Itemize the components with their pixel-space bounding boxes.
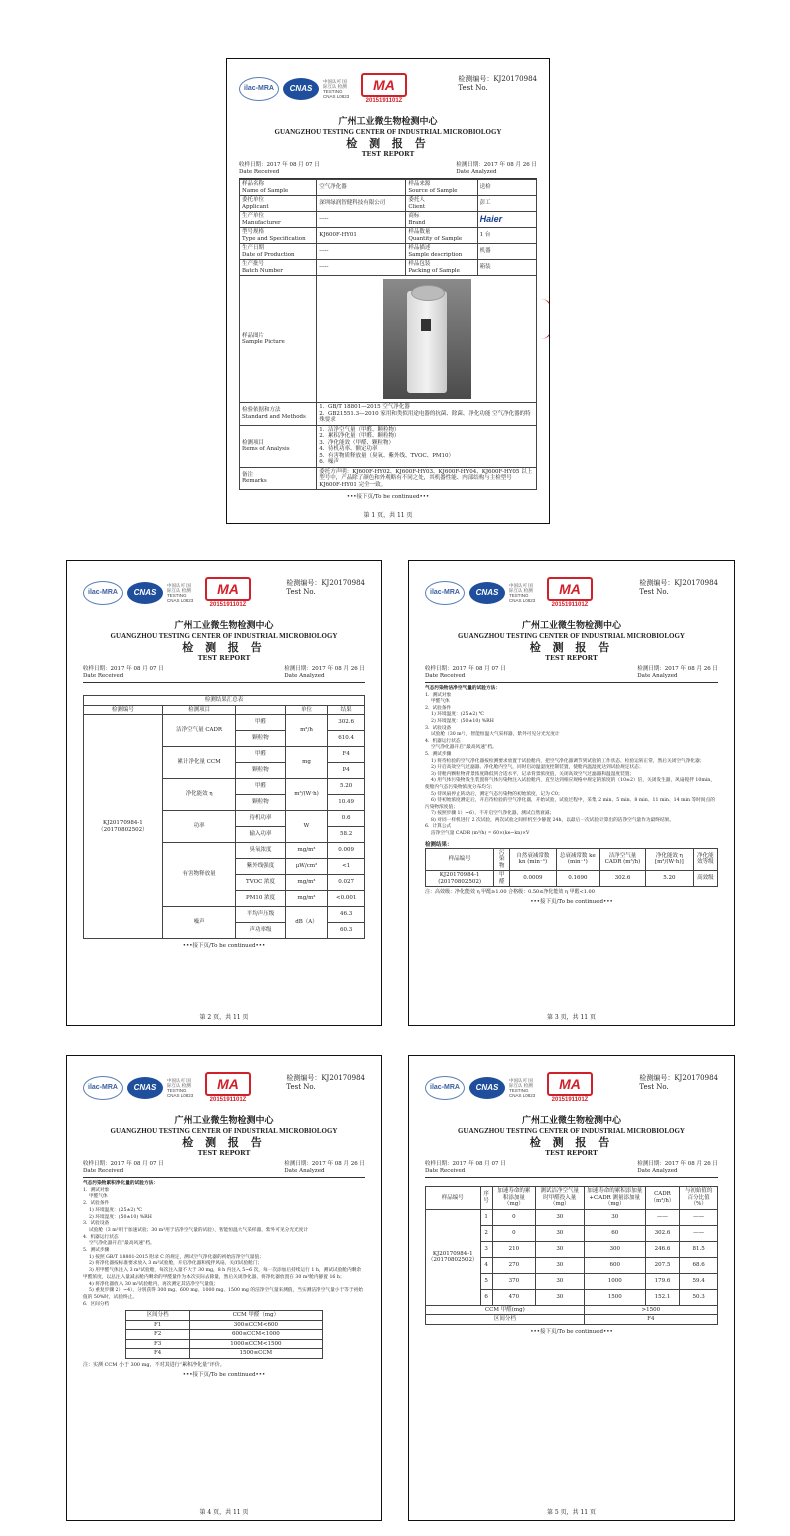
continued-note: •••接下页/To be continued••• (182, 943, 266, 949)
result-value: 0.6 (328, 811, 365, 827)
table-cell: 1500 (584, 1289, 645, 1305)
table-row (126, 1349, 322, 1359)
column-header: 加速寿命的累积添加量（mg） (492, 1187, 535, 1210)
column-header: 测试洁净空气量时甲醛投入量（mg） (535, 1187, 584, 1210)
report-title-en: TEST REPORT (361, 150, 415, 158)
report-title-en: TEST REPORT (197, 1149, 251, 1157)
ilac-logo: ilac-MRA (239, 77, 279, 101)
table-cell: 0 (492, 1225, 535, 1241)
field-label: 样品描述 Sample description (406, 244, 477, 260)
standard-methods: 1. GB/T 18801—2015 空气净化器 2. GB21551.3—2010 家用和类似用途电器的抗菌、除菌、净化功能 空气净化器的特殊要求 (317, 403, 537, 426)
column-header: 检测编号 (84, 705, 163, 715)
table-cell: 600≤CCM<1000 (190, 1330, 323, 1340)
ma-number: 2015191101Z (209, 1097, 247, 1103)
table-cell: 210 (492, 1241, 535, 1257)
sample-info-row (240, 244, 537, 260)
cnas-note: 中国认可 国际互认 检测 TESTING CNAS L0823 (167, 1077, 194, 1098)
center-title-en: GUANGZHOU TESTING CENTER OF INDUSTRIAL MICROBIOLOGY (274, 128, 502, 136)
column-header: 加速寿命的累积添加量+CADR 测量添加量（mg） (584, 1187, 645, 1210)
ilac-logo: ilac-MRA (83, 1076, 123, 1100)
sample-id-cell: KJ20170984-1 （20170802502） (426, 1209, 481, 1305)
center-title-en: GUANGZHOU TESTING CENTER OF INDUSTRIAL MICROBIOLOGY (110, 632, 338, 640)
result-value: 5.20 (328, 779, 365, 795)
report-title-en: TEST REPORT (197, 654, 251, 662)
report-dates: 收样日期：2017 年 08 月 07 日 Date Received 检测日期：2017 年 08 月 26 日 Date Analyzed (425, 1161, 718, 1178)
ma-logo: MA (547, 1072, 593, 1096)
cnas-note: 中国认可 国际互认 检测 TESTING CNAS L0823 (167, 582, 194, 603)
table-row (426, 871, 718, 887)
center-title-en: GUANGZHOU TESTING CENTER OF INDUSTRIAL MICROBIOLOGY (458, 1127, 685, 1135)
report-page-2 (66, 560, 382, 1026)
method-text: 气态污染物累积净化量的试验方法： 1. 测试对象 甲醛气体 2. 试验条件 1) 环境温度：(25±2) ℃ 2) 环境湿度：(50±10) %RH 3. 试验设备 试验舱（3 m³用于加速试验；30 m³用于洁净空气量的试验），智能恒温大气采样器，紫外可见分光光度计 4. 机器运行状态 空气净化器开启“最高风速”档。 5. 测试步骤 1) 按照 GB/T 18801-2015 附录 C 的规定，测试空气净化器的初始洁净空气量值； 2) 将净化器按标准要求放入 3 m³试验舱，开启净化器和搅拌风扇，关闭试验舱门； 3) 用甲醛气体注入 3 m³试验舱，每次注入量不大于 30 mg，8 h 内注入 5~6 次，每一次添加后持续运行 1 h，测试试验舱内剩余甲醛浓度，以总注入量减去舱内剩余的甲醛量作为本次实际去除量，然后关闭净化器，将净化器放置在 30 m³舱内静置 16 h； 4) 将净化器放入 30 m³试验舱内，再次测定其洁净空气量值； 5) 重复步骤 2）~4），分别获得 300 mg、600 mg、1000 mg、1500 mg 的洁净空气量来测值，当实测洁净空气量小于等于初始值的 50%时，试验终止。 6. 区间分档 (83, 1181, 363, 1307)
table-title: 检测结果汇总表 (84, 696, 365, 706)
report-page-1 (226, 58, 550, 524)
table-cell: 59.4 (680, 1273, 718, 1289)
result-value: F4 (328, 747, 365, 763)
sample-photo (383, 279, 471, 399)
report-page-5 (408, 1055, 735, 1521)
table-cell: —— (680, 1225, 718, 1241)
table-cell: 370 (492, 1273, 535, 1289)
grade-range-table (125, 1310, 322, 1359)
table-cell: 302.6 (600, 871, 646, 887)
center-title-cn: 广州工业微生物检测中心 (174, 621, 274, 631)
item-name: 颗粒物 (236, 763, 285, 779)
unit-cell: W (285, 811, 328, 843)
sample-info-row (240, 196, 537, 212)
grade-note: 注：高效级：净化能效 η 甲醛≥1.00 合格级：0.50≤净化能效 η 甲醛<1.00 (425, 889, 595, 896)
table-cell: F4 (126, 1349, 190, 1359)
column-header: 样品编号 (426, 1187, 481, 1210)
cnas-logo: CNAS (469, 1077, 505, 1099)
field-value: 空气净化器 (317, 180, 406, 196)
result-value: 46.3 (328, 907, 365, 923)
result-value: 60.3 (328, 923, 365, 939)
method-text: 气态污染物洁净空气量的试验方法： 1. 测试对象 甲醛气体 2. 试验条件 1) 环境温度：(25±2) ℃ 2) 环境湿度：(50±10) %RH 3. 试验设备 试验舱（30 m³），智能恒温大气采样器，紫外可见分光光度计 4. 机器运行状态 空气净化器开启“最高风速”档。 5. 测试步骤 1) 将待检验的空气净化器按检测要求放置于试验舱内，把空气净化器调节到试验的工作状态，检验运转正常，然后关闭空气净化器； 2) 开启高效空气过滤器、净化舱内空气，同时启动温湿度控制装置，使舱内温湿度达到试验规定状态； 3) 待舱内颗粒物背景浓度降低到合适水平，记录背景浓度值，关闭高效空气过滤器和温湿度装置； 4) 用气体污染物发生装置将气体污染物注入试验舱内，直至达到相应规格中规定的浓度的（10±2）倍，关闭发生器，风扇搅拌 10min，使舱内气态污染物浓度分布均匀； 5) 待风扇停止转动后，测定气态污染物的初始浓度，记为 C0； 6) 待初始浓度测定后，开启待检验的空气净化器，开始试验，试验过程中，采集 2 min、5 min、8 min、11 min、14 min 等时间点的污染物浓度值； 7) 按照步骤 1）~6），不开启空气净化器，测试自然衰减； 8) 对同一样机进行 2 次试验，两次试验之间样机至少静置 24h，以最后一次试验计算出的洁净空气量作为最终结果。 6. 计算公式 洁净空气量 CADR (m³/h) = 60×(ke−kn)×V (425, 686, 716, 837)
field-value: Haier (477, 212, 536, 228)
table-cell: 30 (535, 1209, 584, 1225)
column-header: 单位 (285, 705, 328, 715)
ccm-value: >1500 (584, 1305, 717, 1315)
ma-logo: MA (205, 577, 251, 601)
center-title-en: GUANGZHOU TESTING CENTER OF INDUSTRIAL MICROBIOLOGY (110, 1127, 338, 1135)
unit-cell: mg (285, 747, 328, 779)
test-number: 检测编号：KJ20170984 Test No. (639, 579, 718, 596)
report-header (83, 575, 365, 621)
grade-value: F4 (584, 1315, 717, 1325)
column-header: 序号 (480, 1187, 492, 1210)
report-dates: 收样日期：2017 年 08 月 07 日 Date Received 检测日期：2017 年 08 月 26 日 Date Analyzed (425, 666, 718, 683)
table-cell: F2 (126, 1330, 190, 1340)
item-group: 有害物释放量 (162, 843, 236, 907)
table-row (126, 1339, 322, 1349)
ccm-label: CCM 甲醛(mg) (426, 1305, 585, 1315)
result-value: 58.2 (328, 827, 365, 843)
table-cell: 30 (535, 1273, 584, 1289)
table-cell: 60 (584, 1225, 645, 1241)
ccm-note: 注：实测 CCM 小于 300 mg，不对其进行“累积净化量”评价。 (83, 1361, 225, 1368)
report-title-en: TEST REPORT (545, 654, 598, 662)
result-value: <0.001 (328, 891, 365, 907)
table-row (84, 715, 365, 731)
field-label: 样品名称 Name of Sample (240, 180, 317, 196)
table-cell: 0.0009 (510, 871, 556, 887)
ilac-logo: ilac-MRA (425, 1076, 465, 1100)
column-header: CCM 甲醛（mg） (190, 1311, 323, 1321)
table-cell: 30 (535, 1225, 584, 1241)
table-cell: 5.20 (645, 871, 693, 887)
column-header: 与初始值的百分比值（%） (680, 1187, 718, 1210)
field-value: 深圳绿润智健科技有限公司 (317, 196, 406, 212)
field-label: 样品数量 Quantity of Sample (406, 228, 477, 244)
continued-note: •••接下页/To be continued••• (530, 899, 613, 906)
table-cell: 高效级 (693, 871, 717, 887)
sample-info-row (240, 260, 537, 276)
table-row (426, 1209, 718, 1225)
table-cell: 0 (492, 1209, 535, 1225)
table-cell: 207.5 (645, 1257, 679, 1273)
cnas-note: 中国认可 国际互认 检测 TESTING CNAS L0823 (323, 78, 350, 99)
item-name: 颗粒物 (236, 795, 285, 811)
ccm-result-table (425, 1186, 718, 1325)
field-label: 委托人 Client (406, 196, 477, 212)
item-name: 颗粒物 (236, 731, 285, 747)
item-group: 洁净空气量 CADR (162, 715, 236, 747)
column-header: 洁净空气量 CADR (m³/h) (600, 848, 646, 871)
table-cell: F1 (126, 1320, 190, 1330)
field-label: 生产批号 Batch Number (240, 260, 317, 276)
column-header: 区间分档 (126, 1311, 190, 1321)
item-name: PM10 浓度 (236, 891, 285, 907)
item-name: 平均声压级 (236, 907, 285, 923)
field-value: 彭工 (477, 196, 536, 212)
ilac-logo: ilac-MRA (83, 581, 123, 605)
table-cell: 3 (480, 1241, 492, 1257)
continued-note: •••接下页/To be continued••• (182, 1371, 266, 1378)
result-value: 302.6 (328, 715, 365, 731)
table-cell: 302.6 (645, 1225, 679, 1241)
table-cell: 2 (480, 1225, 492, 1241)
page-footer: 第 2 页，共 11 页 (199, 1014, 249, 1021)
test-number: 检测编号：KJ20170984 Test No. (458, 75, 537, 92)
column-header: 净化能效 η [m³/(W·h)] (645, 848, 693, 871)
column-header: 净化能效等级 (693, 848, 717, 871)
ma-logo: MA (205, 1072, 251, 1096)
remarks: 委托方声明：KJ600F-HY02、KJ600F-HY03、KJ600F-HY04、KJ600F-HY05 以上型号中，产品除了颜色和外观略有不同之处，其机器性能、内部结构与主检型号 KJ600F-HY01 完全一致。 (317, 467, 537, 490)
report-header (83, 1070, 365, 1116)
table-cell: 270 (492, 1257, 535, 1273)
report-title: 检 测 报 告 (529, 1136, 614, 1149)
table-cell: 1 (480, 1209, 492, 1225)
table-cell: 1000≤CCM<1500 (190, 1339, 323, 1349)
table-cell: 600 (584, 1257, 645, 1273)
table-cell: 6 (480, 1289, 492, 1305)
item-name: 甲醛 (236, 747, 285, 763)
continued-note: •••接下页/To be continued••• (346, 494, 430, 500)
table-cell: 30 (584, 1209, 645, 1225)
item-name: 甲醛 (236, 779, 285, 795)
table-cell: 5 (480, 1273, 492, 1289)
column-header: 污染物 (494, 848, 510, 871)
table-cell: 30 (535, 1257, 584, 1273)
sample-info-row (240, 180, 537, 196)
field-value: ----- (317, 244, 406, 260)
table-cell: KJ20170984-1 (20170802502) (426, 871, 494, 887)
column-header: 样品编号 (426, 848, 494, 871)
table-row (126, 1320, 322, 1330)
test-number: 检测编号：KJ20170984 Test No. (286, 579, 365, 596)
report-page-3 (408, 560, 735, 1026)
report-title: 检 测 报 告 (529, 641, 614, 654)
table-cell: 179.6 (645, 1273, 679, 1289)
report-dates: 收样日期：2017 年 08 月 07 日 Date Received 检测日期：2017 年 08 月 26 日 Date Analyzed (83, 1161, 365, 1178)
report-header (239, 71, 537, 117)
table-cell: 68.6 (680, 1257, 718, 1273)
ma-number: 2015191101Z (551, 602, 589, 608)
sample-id-cell: KJ20170984-1 （20170802502） (84, 715, 163, 939)
center-title-cn: 广州工业微生物检测中心 (338, 117, 438, 127)
table-cell: 152.1 (645, 1289, 679, 1305)
column-header: 结果 (328, 705, 365, 715)
item-name: TVOC 浓度 (236, 875, 285, 891)
center-title-cn: 广州工业微生物检测中心 (521, 621, 621, 631)
item-name: 甲醛 (236, 715, 285, 731)
ma-logo: MA (361, 73, 407, 97)
cnas-note: 中国认可 国际互认 检测 TESTING CNAS L0823 (509, 582, 536, 603)
page-footer: 第 4 页，共 11 页 (199, 1509, 249, 1516)
table-cell: 1500≤CCM (190, 1349, 323, 1359)
field-label: 委托单位 Applicant (240, 196, 317, 212)
test-number: 检测编号：KJ20170984 Test No. (286, 1074, 365, 1091)
results-summary-table (83, 695, 365, 939)
report-title: 检 测 报 告 (182, 641, 266, 654)
field-label: 生产日期 Date of Production (240, 244, 317, 260)
center-title-cn: 广州工业微生物检测中心 (521, 1116, 621, 1126)
field-value: 1 台 (477, 228, 536, 244)
table-cell: 30 (535, 1289, 584, 1305)
field-label: 型号规格 Type and Specification (240, 228, 317, 244)
field-label: 商标 Brand (406, 212, 477, 228)
field-value: ----- (317, 260, 406, 276)
table-cell: 470 (492, 1289, 535, 1305)
ma-logo: MA (547, 577, 593, 601)
item-name: 紫外线强度 (236, 859, 285, 875)
table-cell: 1000 (584, 1273, 645, 1289)
column-header (236, 705, 285, 715)
unit-cell: m³/h (285, 715, 328, 747)
item-name: 声功率级 (236, 923, 285, 939)
ilac-logo: ilac-MRA (425, 581, 465, 605)
column-header: 自然衰减常数 kn (min⁻¹) (510, 848, 556, 871)
ma-number: 2015191101Z (365, 98, 403, 104)
test-number: 检测编号：KJ20170984 Test No. (639, 1074, 718, 1091)
page-footer: 第 5 页，共 11 页 (546, 1509, 597, 1516)
report-title-en: TEST REPORT (545, 1149, 598, 1157)
grade-label: 区间分档 (426, 1315, 585, 1325)
table-cell: —— (645, 1209, 679, 1225)
ma-number: 2015191101Z (551, 1097, 589, 1103)
cnas-logo: CNAS (127, 582, 163, 604)
field-value: ----- (317, 212, 406, 228)
field-value: 送检 (477, 180, 536, 196)
report-dates: 收样日期：2017 年 08 月 07 日 Date Received 检测日期：2017 年 08 月 26 日 Date Analyzed (239, 162, 537, 179)
table-cell: 81.5 (680, 1241, 718, 1257)
report-title: 检 测 报 告 (182, 1136, 266, 1149)
report-header (425, 1070, 718, 1116)
sample-picture-cell (317, 276, 537, 403)
unit-cell: dB（A） (285, 907, 328, 939)
result-value: 610.4 (328, 731, 365, 747)
column-header: CADR（m³/h） (645, 1187, 679, 1210)
cnas-note: 中国认可 国际互认 检测 TESTING CNAS L0823 (509, 1077, 536, 1098)
field-label: 样品包装 Packing of Sample (406, 260, 477, 276)
result-value: 0.027 (328, 875, 365, 891)
report-title: 检 测 报 告 (346, 137, 430, 150)
table-cell: 50.3 (680, 1289, 718, 1305)
result-value: <1 (328, 859, 365, 875)
page-footer: 第 3 页，共 11 页 (546, 1014, 597, 1021)
center-title-en: GUANGZHOU TESTING CENTER OF INDUSTRIAL MICROBIOLOGY (458, 632, 685, 640)
report-dates: 收样日期：2017 年 08 月 07 日 Date Received 检测日期：2017 年 08 月 26 日 Date Analyzed (83, 666, 365, 683)
cnas-logo: CNAS (469, 582, 505, 604)
sample-info-row (240, 212, 537, 228)
table-cell: 0.1690 (556, 871, 600, 887)
unit-cell: μW/cm² (285, 859, 328, 875)
cnas-logo: CNAS (283, 78, 319, 100)
item-group: 累计净化量 CCM (162, 747, 236, 779)
column-header: 总衰减常数 ke (min⁻¹) (556, 848, 600, 871)
item-name: 待机功率 (236, 811, 285, 827)
result-value: 0.009 (328, 843, 365, 859)
item-group: 净化能效 η (162, 779, 236, 811)
table-cell: 甲醛 (494, 871, 510, 887)
table-cell: 300≤CCM<600 (190, 1320, 323, 1330)
sample-info-table: 样品名称 Name of Sample 空气净化器 样品来源 Source of Sample 送检 委托单位 Applicant 深圳绿润智健科技有限公司 委托人 Client 彭工 生产单位 Manufacturer ----- 商标 Brand Haier 型号规格 Type and Specification KJ600F-HY01 样品数量 Quantity of Sample 1 台 生产日期 Date of Production ----- 样品描述 Sample description 机器 生产批号 Batch Number ----- 样品包装 Packing of Sample 箱装 样品图片 Sample Picture 检验依据和方法 Standard and Methods 1. GB/T 18801—2015 空气净化器 2. GB21551.3—2010 家用和类似用途电器的抗菌、除菌、净化功能 空气净化器的特殊要求 检测项目 Items of Analysis 1. 洁净空气量（甲醛、颗粒物） 2. 累积净化量（甲醛、颗粒物） 3. 净化能效（甲醛、颗粒物） 4. 待机功率、额定功率 5. 有害物质释放量（臭氧、紫外线、TVOC、PM10） 6. 噪声 备注 Remarks 委托方声明：KJ600F-HY02、KJ600F-HY03、KJ600F-HY04、KJ600F-HY05 以上型号中，产品除了颜色和外观略有不同之处，其机器性能、内部结构与主检型号 KJ600F-HY01 完全一致。 (239, 179, 537, 490)
page-footer: 第 1 页，共 11 页 (363, 512, 413, 519)
picture-label-cell: 样品图片 Sample Picture (240, 276, 317, 403)
table-cell: 4 (480, 1257, 492, 1273)
report-header (425, 575, 718, 621)
unit-cell: mg/m³ (285, 843, 328, 859)
cadr-result-table (425, 848, 718, 888)
unit-cell: m³/(W·h) (285, 779, 328, 811)
item-name: 输入功率 (236, 827, 285, 843)
table-cell: 246.6 (645, 1241, 679, 1257)
item-group: 功率 (162, 811, 236, 843)
result-value: P4 (328, 763, 365, 779)
result-heading: 检测结果： (425, 841, 453, 848)
items-of-analysis: 1. 洁净空气量（甲醛、颗粒物） 2. 累积净化量（甲醛、颗粒物） 3. 净化能效（甲醛、颗粒物） 4. 待机功率、额定功率 5. 有害物质释放量（臭氧、紫外线、TVOC、PM10） 6. 噪声 (317, 425, 537, 467)
field-value: KJ600F-HY01 (317, 228, 406, 244)
continued-note: •••接下页/To be continued••• (530, 1328, 613, 1335)
unit-cell: mg/m³ (285, 875, 328, 891)
unit-cell: mg/m³ (285, 891, 328, 907)
item-group: 噪声 (162, 907, 236, 939)
table-cell: —— (680, 1209, 718, 1225)
field-value: 箱装 (477, 260, 536, 276)
field-value: 机器 (477, 244, 536, 260)
field-label: 样品来源 Source of Sample (406, 180, 477, 196)
ma-number: 2015191101Z (209, 602, 247, 608)
table-cell: 30 (535, 1241, 584, 1257)
cnas-logo: CNAS (127, 1077, 163, 1099)
report-page-4 (66, 1055, 382, 1521)
column-header: 检测项目 (162, 705, 236, 715)
table-row (126, 1330, 322, 1340)
result-value: 10.49 (328, 795, 365, 811)
seal-mark (541, 299, 550, 339)
table-cell: 300 (584, 1241, 645, 1257)
item-name: 臭氧浓度 (236, 843, 285, 859)
field-label: 生产单位 Manufacturer (240, 212, 317, 228)
table-cell: F3 (126, 1339, 190, 1349)
sample-info-row (240, 228, 537, 244)
center-title-cn: 广州工业微生物检测中心 (174, 1116, 274, 1126)
